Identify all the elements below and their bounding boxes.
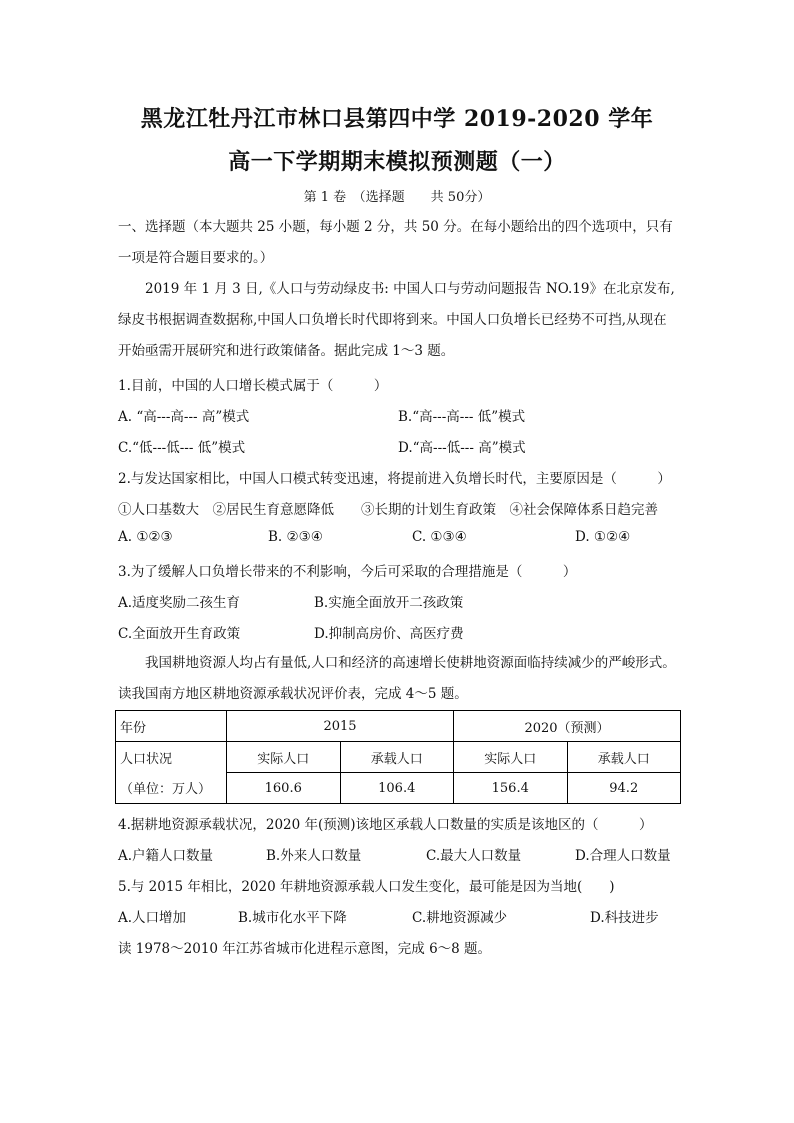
- question-3-option-c: C.全面放开生育政策: [118, 626, 241, 642]
- exam-title-line1: 黑龙江牡丹江市林口县第四中学 2019-2020 学年: [140, 106, 654, 132]
- question-4-option-b: B.外来人口数量: [266, 848, 362, 864]
- volume-subtitle: 第 1 卷 （选择题 共 50分）: [303, 190, 491, 205]
- table-header-2015: 2015: [227, 711, 454, 742]
- table-subheader-2020-capacity: 承载人口: [567, 742, 681, 773]
- question-2-factors: ①人口基数大 ②居民生育意愿降低 ③长期的计划生育政策 ④社会保障体系日趋完善: [118, 502, 658, 518]
- question-5-option-d: D.科技进步: [590, 910, 659, 926]
- question-2-option-d: D. ①②④: [575, 529, 631, 545]
- question-1-option-b: B.“高---高--- 低”模式: [398, 409, 526, 425]
- table-header-year: 年份: [116, 711, 227, 742]
- passage-2: 我国耕地资源人均占有量低,人口和经济的高速增长使耕地资源面临持续减少的严峻形式。读我国南方地区耕地资源承载状况评价表，完成 4～5 题。: [118, 655, 676, 702]
- question-5-option-b: B.城市化水平下降: [238, 910, 347, 926]
- question-2-option-b: B. ②③④: [268, 529, 323, 545]
- carrying-capacity-table: [115, 710, 681, 804]
- section-instructions: 一、选择题（本大题共 25 小题，每小题 2 分，共 50 分。在每小题给出的四个选项中，只有一项是符合题目要求的。）: [118, 219, 673, 266]
- table-subheader-2015-capacity: 承载人口: [340, 742, 454, 773]
- question-3-option-a: A.适度奖励二孩生育: [118, 595, 241, 611]
- passage-1: 2019 年 1 月 3 日,《人口与劳动绿皮书: 中国人口与劳动问题报告 NO.19》在北京发布,绿皮书根据调查数据称,中国人口负增长时代即将到来。中国人口负增长已经势不可挡,从现在开始亟需开展研究和进行政策储备。据此完成 1～3 题。: [118, 281, 675, 359]
- table-subheader-2015-actual: 实际人口: [227, 742, 341, 773]
- question-4-option-a: A.户籍人口数量: [118, 848, 214, 864]
- question-4-option-c: C.最大人口数量: [426, 848, 522, 864]
- question-5-stem: 5.与 2015 年相比，2020 年耕地资源承载人口发生变化，最可能是因为当地( ): [118, 879, 615, 895]
- question-3-option-d: D.抑制高房价、高医疗费: [314, 626, 464, 642]
- table-cell-2020-actual: 156.4: [454, 773, 568, 804]
- question-3-option-b: B.实施全面放开二孩政策: [314, 595, 464, 611]
- question-1-option-a: A. “高---高--- 高”模式: [118, 409, 250, 425]
- table-cell-2020-capacity: 94.2: [567, 773, 681, 804]
- table-cell-2015-capacity: 106.4: [340, 773, 454, 804]
- question-1-option-c: C.“低---低--- 低”模式: [118, 440, 246, 456]
- question-4-option-d: D.合理人口数量: [575, 848, 671, 864]
- question-3-stem: 3.为了缓解人口负增长带来的不利影响，今后可采取的合理措施是（ ）: [118, 564, 577, 580]
- question-5-option-a: A.人口增加: [118, 910, 187, 926]
- question-1-option-d: D.“高---低--- 高”模式: [398, 440, 526, 456]
- question-2-stem: 2.与发达国家相比，中国人口模式转变迅速，将提前进入负增长时代，主要原因是（ ）: [118, 471, 671, 487]
- question-1-stem: 1.目前，中国的人口增长模式属于（ ）: [118, 378, 388, 394]
- question-5-option-c: C.耕地资源减少: [412, 910, 508, 926]
- table-row-label: 人口状况: [116, 742, 227, 773]
- question-2-option-c: C. ①③④: [412, 529, 467, 545]
- exam-title-line2: 高一下学期期末模拟预测题（一）: [228, 149, 566, 175]
- table-header-2020: 2020（预测）: [454, 711, 681, 742]
- question-2-option-a: A. ①②③: [118, 529, 173, 545]
- table-row-unit: （单位：万人）: [116, 773, 227, 804]
- table-subheader-2020-actual: 实际人口: [454, 742, 568, 773]
- table-cell-2015-actual: 160.6: [227, 773, 341, 804]
- question-4-stem: 4.据耕地资源承载状况，2020 年(预测)该地区承载人口数量的实质是该地区的（ ）: [118, 817, 653, 833]
- passage-3: 读 1978～2010 年江苏省城市化进程示意图，完成 6～8 题。: [118, 941, 492, 957]
